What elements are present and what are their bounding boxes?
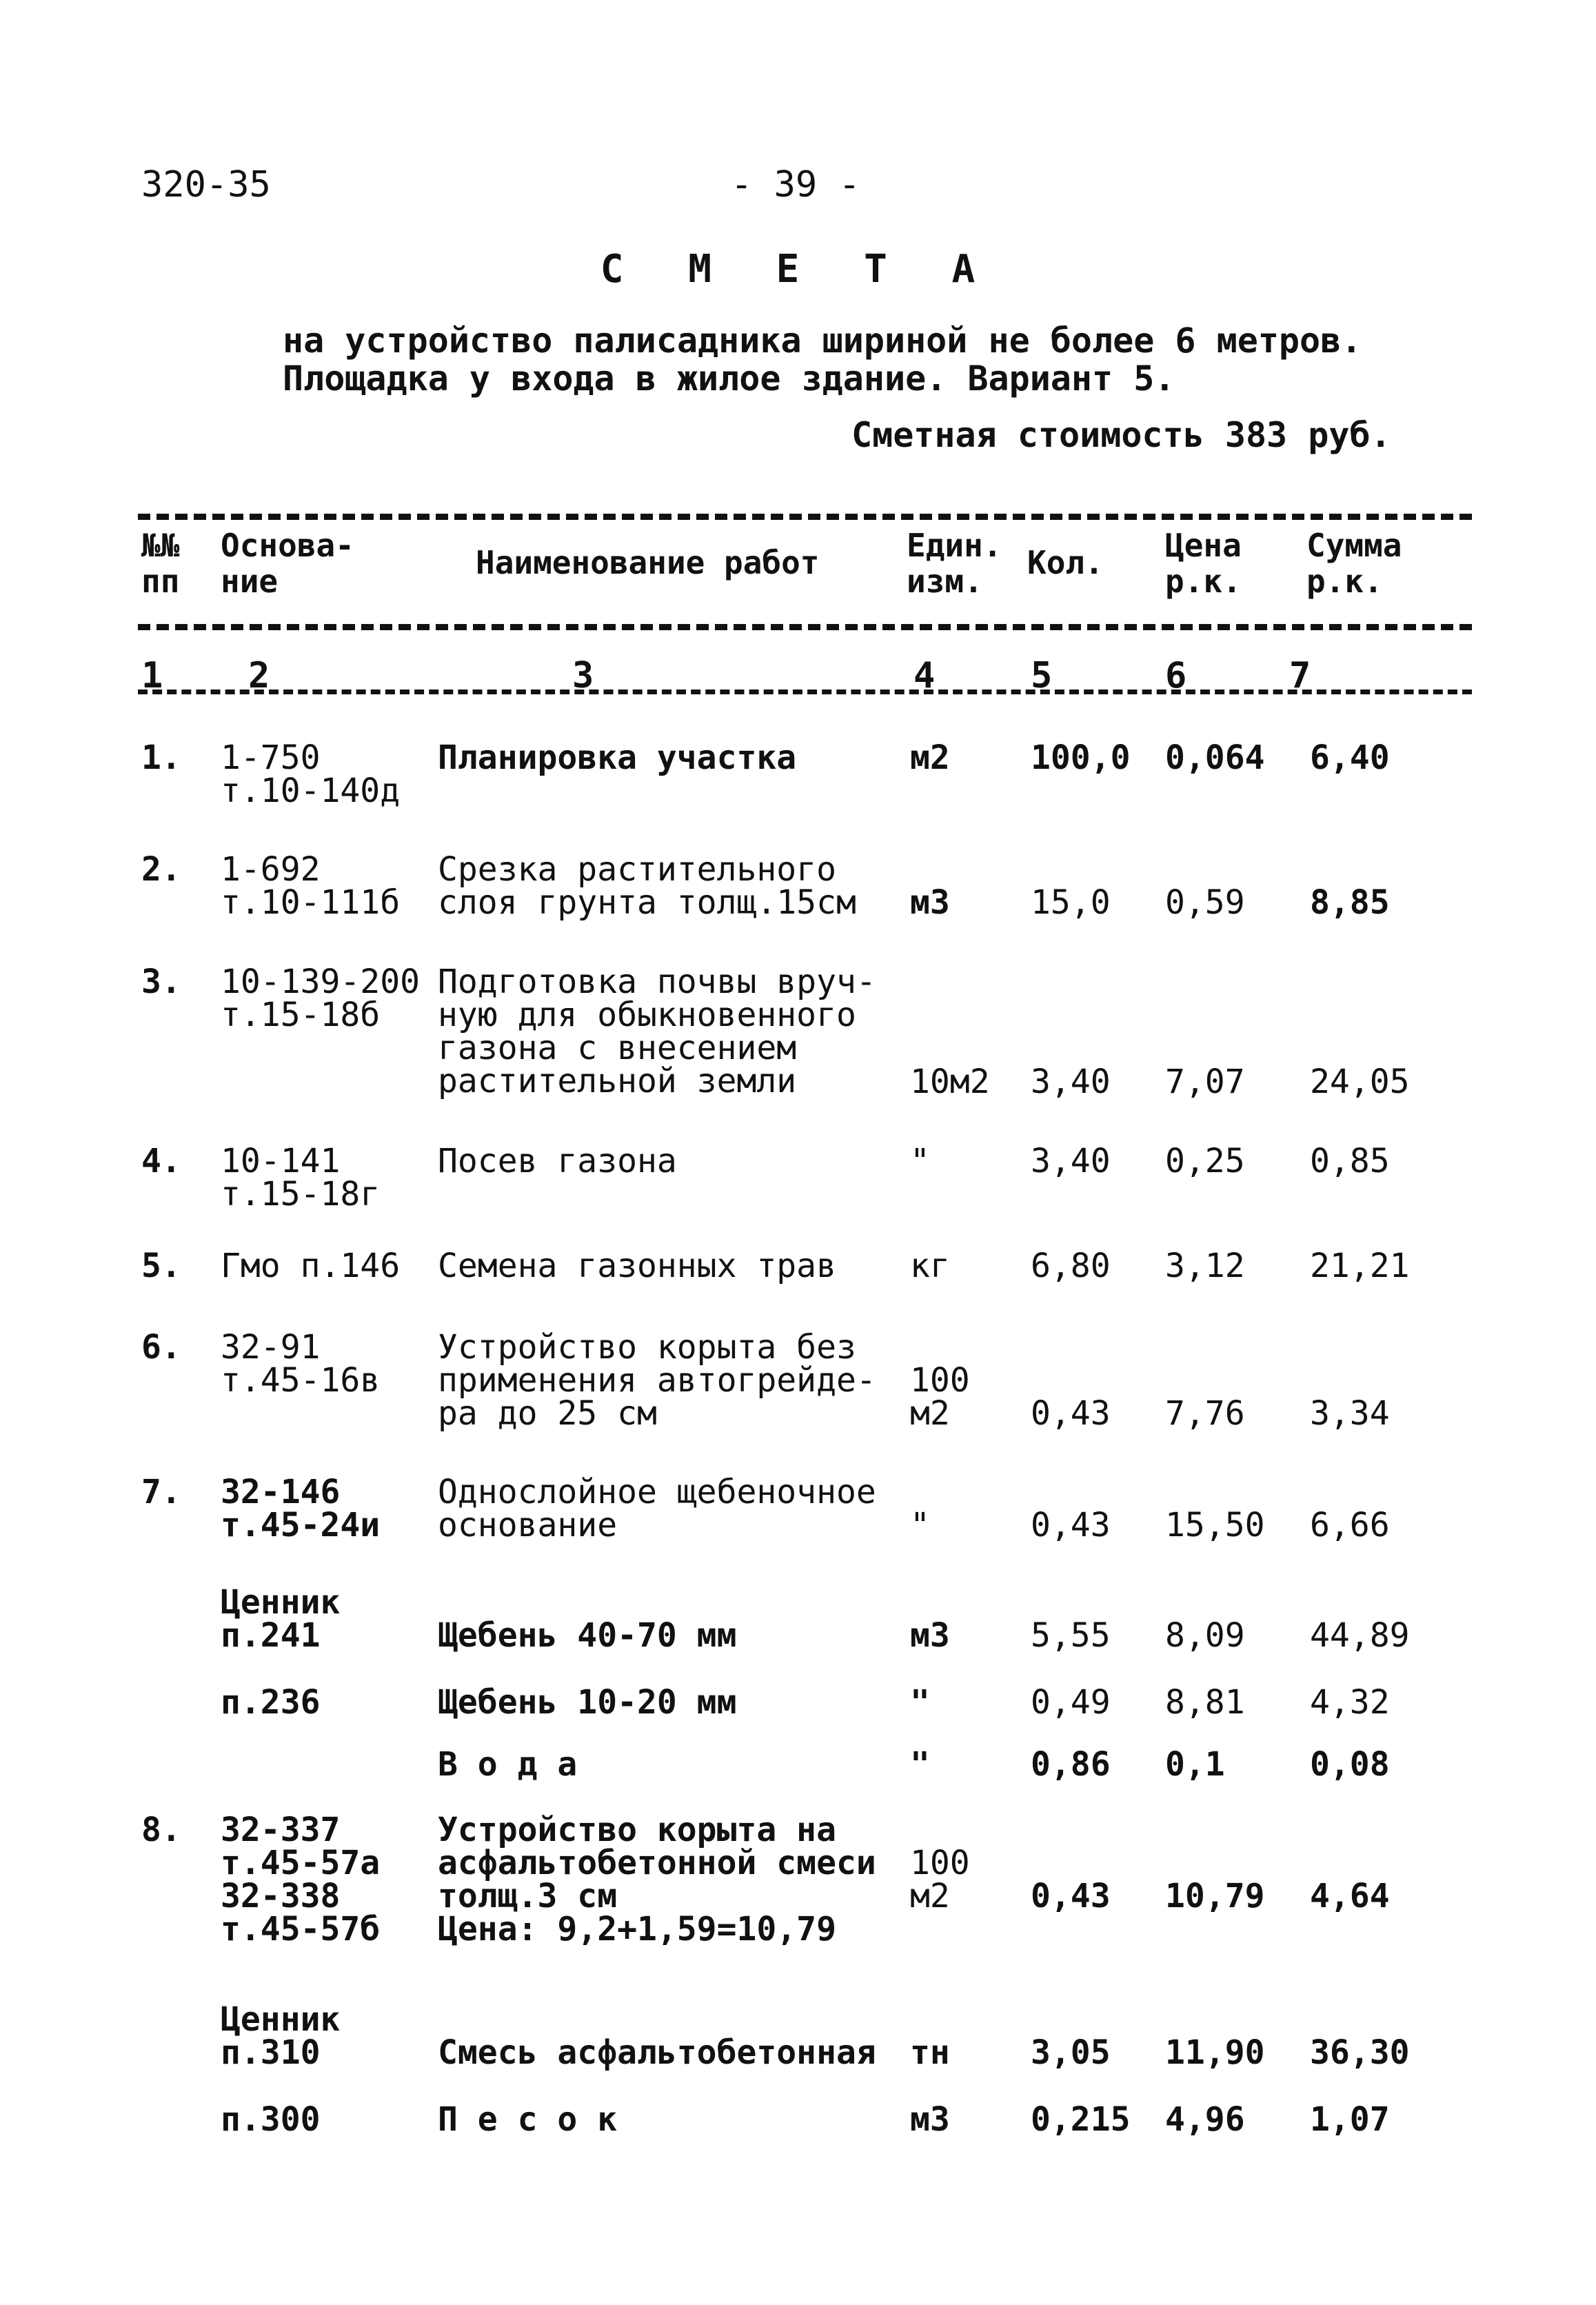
- row-name: П е с о к: [438, 2100, 618, 2139]
- row-unit: м3: [910, 1616, 950, 1655]
- row-price: 7,07: [1165, 1063, 1245, 1101]
- row-unit: кг: [910, 1247, 950, 1285]
- column-number-6: 6: [1165, 655, 1187, 696]
- row-name: Щебень 40-70 мм: [438, 1616, 737, 1655]
- table-header-rule: [138, 624, 1472, 630]
- row-number: 5.: [141, 1247, 181, 1285]
- row-name: В о д а: [438, 1745, 578, 1784]
- row-basis: 32-337 т.45-57а 32-338 т.45-57б: [221, 1811, 381, 1949]
- row-number: 3.: [141, 963, 181, 1001]
- row-basis: 10-139-200 т.15-18б: [221, 963, 420, 1034]
- row-unit: ": [910, 1683, 930, 1722]
- row-qty: 0,43: [1031, 1394, 1111, 1433]
- row-sum: 4,64: [1310, 1877, 1390, 1915]
- row-sum: 24,05: [1310, 1063, 1410, 1101]
- page-number: - 39 -: [731, 164, 860, 205]
- document-title: С М Е Т А: [600, 247, 996, 292]
- column-number-4: 4: [913, 655, 936, 696]
- column-number-3: 3: [572, 655, 594, 696]
- header-price: Цена р.к.: [1165, 527, 1242, 600]
- row-unit: ": [910, 1745, 930, 1784]
- document-code: 320-35: [141, 164, 271, 205]
- row-qty: 0,86: [1031, 1745, 1111, 1784]
- column-number-7: 7: [1289, 655, 1311, 696]
- row-sum: 4,32: [1310, 1683, 1390, 1722]
- row-sum: 6,66: [1310, 1506, 1390, 1544]
- row-name: Щебень 10-20 мм: [438, 1683, 737, 1722]
- row-sum: 36,30: [1310, 2033, 1410, 2072]
- row-qty: 3,40: [1031, 1063, 1111, 1101]
- row-basis: Ценник п.241: [221, 1583, 341, 1655]
- row-sum: 8,85: [1310, 883, 1390, 922]
- row-basis: п.236: [221, 1683, 321, 1722]
- row-qty: 0,43: [1031, 1506, 1111, 1544]
- header-sum: Сумма р.к.: [1306, 527, 1402, 600]
- row-price: 7,76: [1165, 1394, 1245, 1433]
- row-unit: 100 м2: [910, 1844, 970, 1915]
- subtitle-line-2: Площадка у входа в жилое здание. Вариант 5.: [283, 359, 1175, 399]
- row-sum: 21,21: [1310, 1247, 1410, 1285]
- header-num: №№ пп: [141, 527, 180, 600]
- row-price: 0,25: [1165, 1142, 1245, 1180]
- column-number-1: 1: [141, 655, 163, 696]
- subtitle-line-1: на устройство палисадника шириной не более 6 метров.: [283, 321, 1362, 361]
- row-unit: 100 м2: [910, 1361, 970, 1433]
- column-number-2: 2: [248, 655, 270, 696]
- row-basis: 1-692 т.10-111б: [221, 850, 401, 922]
- row-number: 1.: [141, 738, 181, 777]
- row-number: 8.: [141, 1811, 181, 1849]
- row-unit: тн: [910, 2033, 950, 2072]
- row-qty: 3,40: [1031, 1142, 1111, 1180]
- row-name: Посев газона: [438, 1142, 677, 1180]
- row-qty: 15,0: [1031, 883, 1111, 922]
- row-price: 0,1: [1165, 1745, 1225, 1784]
- row-price: 15,50: [1165, 1506, 1265, 1544]
- row-price: 0,59: [1165, 883, 1245, 922]
- row-qty: 6,80: [1031, 1247, 1111, 1285]
- column-number-5: 5: [1031, 655, 1053, 696]
- row-name: Подготовка почвы вруч- ную для обыкновенного газона с внесением растительной земли: [438, 963, 876, 1100]
- row-basis: п.300: [221, 2100, 321, 2139]
- row-unit: ": [910, 1506, 930, 1544]
- row-sum: 6,40: [1310, 738, 1390, 777]
- row-name: Срезка растительного слоя грунта толщ.15см: [438, 850, 856, 922]
- header-name: Наименование работ: [476, 544, 820, 581]
- row-basis: 32-91 т.45-16в: [221, 1328, 381, 1400]
- row-price: 4,96: [1165, 2100, 1245, 2139]
- row-name: Однослойное щебеночное основание: [438, 1473, 876, 1544]
- row-price: 11,90: [1165, 2033, 1265, 2072]
- row-qty: 100,0: [1031, 738, 1131, 777]
- row-qty: 5,55: [1031, 1616, 1111, 1655]
- row-name: Семена газонных трав: [438, 1247, 836, 1285]
- row-basis: Ценник п.310: [221, 2000, 341, 2072]
- row-qty: 0,215: [1031, 2100, 1131, 2139]
- row-qty: 0,49: [1031, 1683, 1111, 1722]
- row-basis: 1-750 т.10-140д: [221, 738, 401, 810]
- row-sum: 44,89: [1310, 1616, 1410, 1655]
- row-unit: м3: [910, 2100, 950, 2139]
- row-price: 3,12: [1165, 1247, 1245, 1285]
- row-unit: м3: [910, 883, 950, 922]
- row-price: 0,064: [1165, 738, 1265, 777]
- table-top-rule: [138, 514, 1472, 520]
- row-name: Устройство корыта без применения автогрейде- ра до 25 см: [438, 1328, 876, 1433]
- header-qty: Кол.: [1027, 544, 1104, 581]
- row-sum: 3,34: [1310, 1394, 1390, 1433]
- row-price: 8,09: [1165, 1616, 1245, 1655]
- row-sum: 0,08: [1310, 1745, 1390, 1784]
- row-unit: м2: [910, 738, 950, 777]
- row-number: 6.: [141, 1328, 181, 1367]
- row-price: 10,79: [1165, 1877, 1265, 1915]
- row-unit: 10м2: [910, 1063, 990, 1101]
- row-qty: 0,43: [1031, 1877, 1111, 1915]
- row-number: 7.: [141, 1473, 181, 1511]
- row-sum: 0,85: [1310, 1142, 1390, 1180]
- row-number: 2.: [141, 850, 181, 889]
- header-basis: Основа- ние: [221, 527, 354, 600]
- row-basis: Гмо п.146: [221, 1247, 401, 1285]
- row-price: 8,81: [1165, 1683, 1245, 1722]
- row-unit: ": [910, 1142, 930, 1180]
- row-qty: 3,05: [1031, 2033, 1111, 2072]
- row-name: Устройство корыта на асфальтобетонной смеси толщ.3 см Цена: 9,2+1,59=10,79: [438, 1811, 876, 1949]
- row-name: Смесь асфальтобетонная: [438, 2033, 876, 2072]
- row-number: 4.: [141, 1142, 181, 1180]
- estimated-cost: Сметная стоимость 383 руб.: [851, 415, 1391, 455]
- row-basis: 32-146 т.45-24и: [221, 1473, 381, 1544]
- column-numbers-rule: [138, 690, 1472, 694]
- header-unit: Един. изм.: [907, 527, 1002, 600]
- row-name: Планировка участка: [438, 738, 797, 777]
- row-basis: 10-141 т.15-18г: [221, 1142, 381, 1214]
- row-sum: 1,07: [1310, 2100, 1390, 2139]
